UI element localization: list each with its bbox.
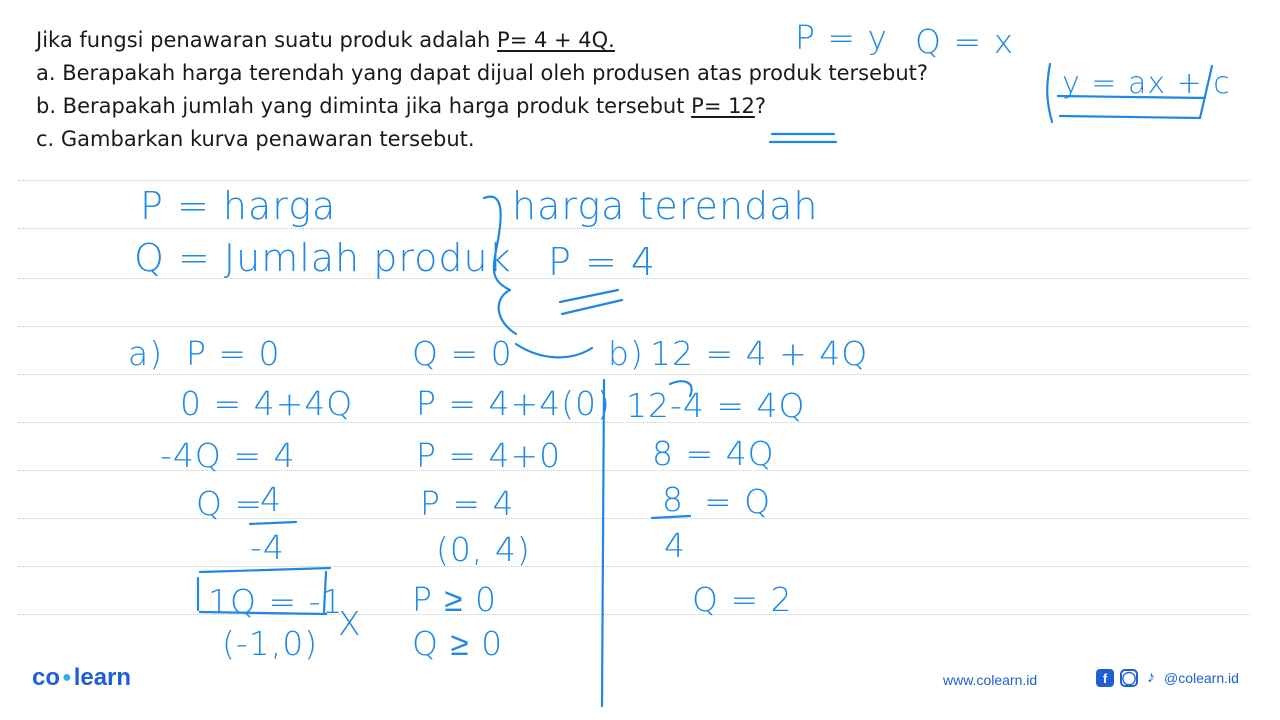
instagram-icon[interactable]: ◯ [1121, 670, 1137, 685]
part-a-step: P = 4+4(0) [416, 384, 611, 423]
logo-dot: ● [62, 669, 72, 686]
invalid-mark: X [338, 604, 362, 643]
ruled-line [18, 566, 1250, 567]
part-a-step: P = 4 [420, 484, 515, 523]
part-a-step: P = 0 [186, 334, 281, 373]
constraint: P ≥ 0 [412, 580, 497, 619]
note-p-equals-y: P = y [795, 18, 889, 57]
colearn-logo: co ●learn [32, 664, 132, 691]
ruled-line [18, 614, 1250, 615]
fraction-denominator: 4 [664, 526, 686, 565]
point-result: (0, 4) [436, 530, 531, 569]
ruled-line [18, 228, 1250, 229]
part-b-label: b) [608, 334, 644, 373]
question-part-a: a. Berapakah harga terendah yang dapat dijual oleh produsen atas produk tersebut? [36, 61, 929, 85]
part-a-step: P = 4+0 [416, 436, 562, 475]
part-b-step: 12-4 = 4Q [626, 386, 806, 425]
part-b-step: 8 = 4Q [652, 434, 775, 473]
question-part-b: b. Berapakah jumlah yang diminta jika harga produk tersebut P= 12? [36, 94, 766, 118]
double-underline [560, 290, 622, 314]
part-b-step: Q = 2 [692, 580, 793, 619]
question-part-c: c. Gambarkan kurva penawaran tersebut. [36, 127, 475, 151]
part-a-step: Q = 0 [412, 334, 513, 373]
part-b-step: = Q [704, 482, 772, 521]
note-q-equals-x: Q = x [915, 22, 1015, 61]
fraction-numerator: 4 [260, 480, 282, 519]
question-line-1: Jika fungsi penawaran suatu produk adalah P= 4 + 4Q. [36, 28, 615, 52]
social-links [1096, 669, 1239, 687]
supply-function: P= 4 + 4Q. [497, 28, 615, 52]
part-a-step: -4Q = 4 [160, 436, 296, 475]
part-a-step: Q = [196, 484, 264, 523]
facebook-icon[interactable]: f [1096, 669, 1114, 687]
point-result: (-1,0) [222, 624, 319, 663]
tiktok-icon[interactable]: ♪ [1147, 669, 1155, 686]
note-linear-form: y = ax + c [1062, 66, 1231, 101]
ruled-line [18, 326, 1250, 327]
boxed-result: 1Q = -1 [208, 582, 344, 621]
fraction-denominator: -4 [250, 528, 285, 567]
constraint: Q ≥ 0 [412, 624, 504, 663]
part-a-label: a) [128, 334, 164, 373]
note-lowest-price: harga terendah [512, 184, 819, 228]
fraction-numerator: 8 [662, 480, 684, 519]
note-p-definition: P = harga [140, 184, 337, 228]
ruled-line [18, 374, 1250, 375]
column-divider [602, 380, 604, 706]
part-a-step: 0 = 4+4Q [180, 384, 354, 423]
note-q-definition: Q = Jumlah produk [134, 236, 512, 280]
part-b-step: 12 = 4 + 4Q [650, 334, 869, 373]
ruled-line [18, 180, 1250, 181]
social-handle[interactable]: @colearn.id [1164, 670, 1239, 686]
website-link[interactable]: www.colearn.id [943, 672, 1038, 688]
connector-curve [516, 344, 592, 357]
given-price: P= 12 [691, 94, 755, 118]
note-p-equals-4: P = 4 [548, 240, 657, 284]
